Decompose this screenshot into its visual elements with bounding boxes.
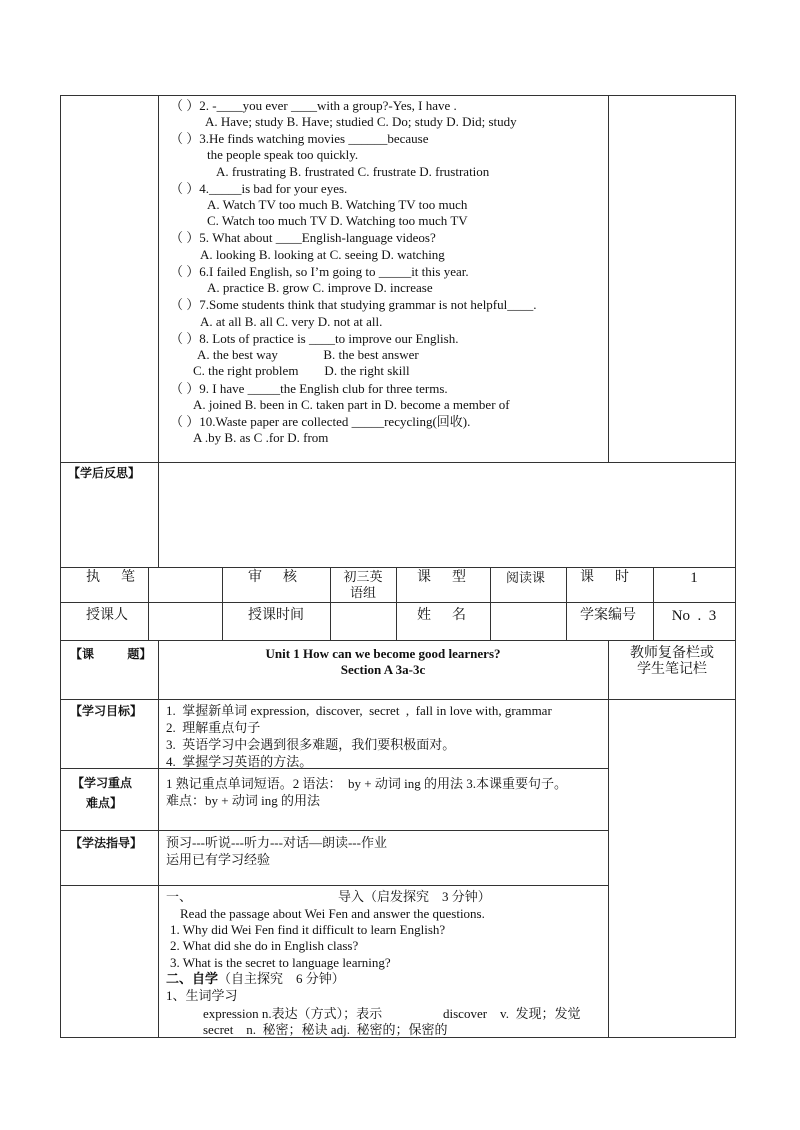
goals-label: 【学习目标】 (70, 704, 143, 718)
exercise-options: A. Have; study B. Have; studied C. Do; study D. Did; study (205, 114, 517, 129)
exercise-question: （ ）5. What about ____English-language videos? (170, 230, 436, 245)
table-border (490, 567, 491, 640)
exercise-question: （ ）10.Waste paper are collected _____recycling(回收). (170, 414, 471, 429)
exercise-options: A. practice B. grow C. improve D. increase (207, 280, 433, 295)
exercise-question: （ ）7.Some students think that studying grammar is not helpful____. (170, 297, 537, 312)
number-label: 学案编号 (580, 608, 636, 623)
vocab-entry: expression n.表达（方式）；表示 (203, 1006, 383, 1021)
table-border (60, 768, 609, 769)
number-value: No . 3 (671, 608, 717, 624)
goal-item: 2. 理解重点句子 (166, 720, 261, 735)
group-value: 语组 (349, 585, 376, 600)
lesson-section: Section A 3a-3c (340, 662, 426, 677)
table-border (735, 640, 736, 1038)
difficulty-text: 难点：by + 动词 ing 的用法 (166, 793, 320, 808)
vocab-entry: secret n. 秘密；秘诀 adj. 秘密的；保密的 (203, 1022, 448, 1037)
teacher-label: 授课人 (86, 608, 128, 623)
self-study-heading (166, 971, 345, 987)
table-border (735, 567, 736, 640)
key-points-label: 【学习重点 (72, 776, 133, 790)
table-border (60, 885, 609, 886)
method-label: 【学法指导】 (70, 836, 143, 850)
table-border (148, 567, 149, 640)
key-points-label: 难点】 (86, 796, 123, 810)
method-steps: 预习---听说---听力---对话—朗读---作业 (166, 835, 387, 850)
exercise-options: A. joined B. been in C. taken part in D. become a member of (193, 397, 510, 412)
table-border (608, 95, 609, 463)
key-points-text: 1 熟记重点单词短语。2 语法： by + 动词 ing 的用法 3.本课重要句子。 (166, 776, 567, 791)
topic-label: 【课 题】 (70, 647, 152, 661)
table-border (396, 567, 397, 640)
exercise-options: C. Watch too much TV D. Watching too much TV (207, 213, 468, 228)
type-value: 阅读课 (506, 570, 546, 585)
lesson-title: Unit 1 How can we become good learners? (265, 646, 501, 661)
vocab-heading: 1、生词学习 (166, 988, 238, 1003)
section-title: 导入（启发探究 3 分钟） (338, 889, 491, 904)
table-border (60, 95, 736, 96)
group-value: 初三英 (343, 569, 383, 584)
exercise-question: （ ）3.He finds watching movies ______because (170, 131, 429, 146)
exercise-options: C. the right problem D. the right skill (193, 363, 410, 378)
exercise-question: （ ）8. Lots of practice is ____to improve our English. (170, 331, 459, 346)
exercise-question: （ ）2. -____you ever ____with a group?-Yes, I have . (170, 98, 457, 113)
self-study-title: 二、自学 (166, 971, 219, 986)
exercise-options: A. the best way B. the best answer (197, 347, 419, 362)
exercise-options: A. frustrating B. frustrated C. frustrate D. frustration (216, 164, 490, 179)
table-border (60, 462, 736, 463)
table-border (735, 95, 736, 567)
table-border (608, 640, 609, 1038)
self-study-detail: （自主探究 6 分钟） (218, 971, 345, 986)
time-label: 授课时间 (248, 608, 304, 623)
table-border (158, 95, 159, 463)
goal-item: 4. 掌握学习英语的方法。 (166, 754, 313, 769)
exercise-question: （ ）6.I failed English, so I’m going to _____it this year. (170, 264, 469, 279)
goal-item: 1. 掌握新单词 expression, discover, secret , fall in love with, grammar (166, 703, 552, 718)
table-border (60, 462, 61, 567)
vocab-entry: discover v. 发现；发觉 (443, 1006, 581, 1021)
table-border (60, 567, 736, 568)
exercise-options: A. looking B. looking at C. seeing D. watching (200, 247, 445, 262)
exercise-options: A .by B. as C .for D. from (193, 430, 329, 445)
exercise-question: （ ）9. I have _____the English club for three terms. (170, 381, 448, 396)
type-label: 课 型 (417, 570, 466, 585)
reflection-label: 【学后反思】 (68, 466, 141, 480)
table-border (158, 640, 159, 1038)
exercise-question: the people speak too quickly. (207, 147, 359, 162)
section-number: 一、 (166, 889, 193, 904)
question-item: 2. What did she do in English class? (170, 938, 359, 953)
exercise-options: A. at all B. all C. very D. not at all. (200, 314, 383, 329)
writer-label: 执 笔 (86, 570, 135, 585)
exercise-question: （ ）4._____is bad for your eyes. (170, 181, 348, 196)
reviewer-label: 审 核 (248, 570, 297, 585)
method-note: 运用已有学习经验 (166, 852, 271, 867)
question-item: 1. Why did Wei Fen find it difficult to learn English? (170, 922, 446, 937)
name-label: 姓 名 (417, 608, 466, 623)
table-border (60, 567, 61, 640)
hours-label: 课 时 (580, 570, 629, 585)
table-border (158, 462, 159, 567)
table-border (60, 602, 736, 603)
intro-text: Read the passage about Wei Fen and answer the questions. (180, 906, 485, 921)
table-border (60, 699, 736, 700)
exercise-options: A. Watch TV too much B. Watching TV too much (207, 197, 468, 212)
goal-item: 3. 英语学习中会遇到很多难题，我们要积极面对。 (166, 737, 456, 752)
table-border (566, 567, 567, 640)
question-item: 3. What is the secret to language learning? (170, 955, 391, 970)
notes-column-label: 学生笔记栏 (637, 662, 707, 677)
table-border (60, 830, 609, 831)
table-border (60, 640, 736, 641)
hours-value: 1 (690, 570, 698, 586)
table-border (60, 95, 61, 463)
table-border (60, 640, 61, 1038)
notes-column-label: 教师复备栏或 (630, 646, 714, 661)
table-border (222, 567, 223, 640)
